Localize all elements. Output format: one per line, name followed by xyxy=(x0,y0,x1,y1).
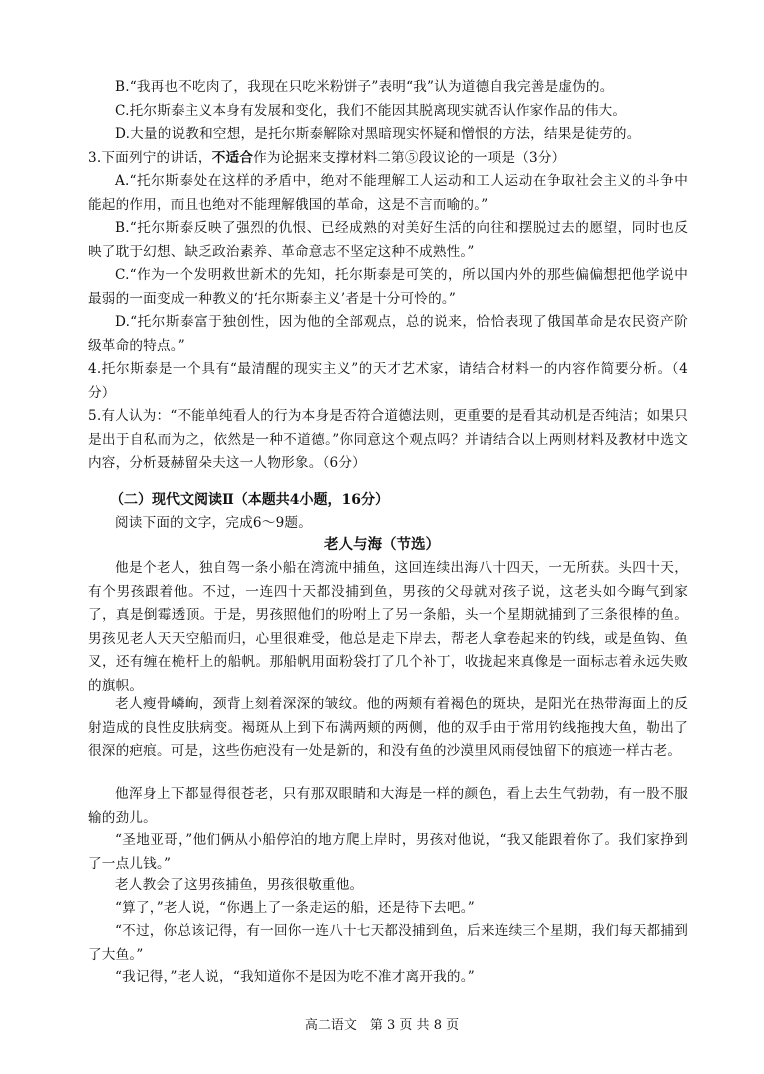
q4-question: 4.托尔斯泰是一个具有“最清醒的现实主义”的天才艺术家，请结合材料一的内容作简要分析。（4分） xyxy=(88,361,688,401)
q3-option-a: A.“托尔斯泰处在这样的矛盾中，绝对不能理解工人运动和工人运动在争取社会主义的斗争中能起的作用，而且也绝对不能理解俄国的革命，这是不言而喻的。” xyxy=(88,173,688,213)
q2-option-d: D.大量的说教和空想，是托尔斯泰解除对黑暗现实怀疑和憎恨的方法，结果是徒劳的。 xyxy=(115,126,641,142)
passage-paragraph-4: “圣地亚哥，”他们俩从小船停泊的地方爬上岸时，男孩对他说，“我又能跟着你了。我们家挣到了一点儿钱。” xyxy=(88,832,688,872)
passage-title: 老人与海（节选） xyxy=(324,536,440,553)
passage-paragraph-2: 老人瘦骨嶙峋，颈背上刻着深深的皱纹。他的两颊有着褐色的斑块，是阳光在热带海面上的反射造成的良性皮肤病变。褐斑从上到下布满两颊的两侧，他的双手由于常用钓线拖拽大鱼，勒出了很深的疤痕。可是，这些伤疤没有一处是新的，和没有鱼的沙漠里风雨侵蚀留下的痕迹一样古老。 xyxy=(88,696,688,760)
passage-paragraph-5: 老人教会了这男孩捕鱼，男孩很敬重他。 xyxy=(115,877,364,893)
q2-option-b: B.“我再也不吃肉了，我现在只吃米粉饼子”表明“我”认为道德自我完善是虚伪的。 xyxy=(115,79,614,95)
q3-option-b: B.“托尔斯泰反映了强烈的仇恨、已经成熟的对美好生活的向往和摆脱过去的愿望，同时也反映了耽于幻想、缺乏政治素养、革命意志不坚定这种不成熟性。” xyxy=(88,220,688,260)
passage-paragraph-1: 他是个老人，独自驾一条小船在湾流中捕鱼，这回连续出海八十四天，一无所获。头四十天，有个男孩跟着他。不过，一连四十天都没捕到鱼，男孩的父母就对孩子说，这老头如今晦气到家了，真是倒霉透顶。于是，男孩照他们的吩咐上了另一条船，头一个星期就捕到了三条很棒的鱼。男孩见老人天天空船而归，心里很难受，他总是走下岸去，帮老人拿卷起来的钓线，或是鱼钩、鱼叉，还有缠在桅杆上的船帆。那船帆用面粉袋打了几个补丁，收拢起来真像是一面标志着永远失败的旗帜。 xyxy=(88,560,688,694)
q3-option-d: D.“托尔斯泰富于独创性，因为他的全部观点，总的说来，恰恰表现了俄国革命是农民资产阶级革命的特点。” xyxy=(88,314,688,354)
page-footer: 高二语文 第 3 页 共 8 页 xyxy=(304,1018,460,1033)
passage-paragraph-8: “我记得，”老人说，“我知道你不是因为吃不准才离开我的。” xyxy=(115,969,475,985)
q5-question: 5.有人认为：“不能单纯看人的行为本身是否符合道德法则，更重要的是看其动机是否纯洁；如果只是出于自私而为之，依然是一种不道德。”你同意这个观点吗？并请结合以上两则材料及教材中选文内容，分析聂赫留朵夫这一人物形象。（6分） xyxy=(88,408,688,471)
q3-stem-post: 作为论据来支撑材料二第⑤段议论的一项是（3分） xyxy=(253,149,566,166)
q3-stem-emphasis: 不适合 xyxy=(211,149,254,166)
passage-paragraph-7: “不过，你总该记得，有一回你一连八十七天都没捕到鱼，后来连续三个星期，我们每天都捕到了大鱼。” xyxy=(88,923,688,963)
q2-option-c: C.托尔斯泰主义本身有发展和变化，我们不能因其脱离现实就否认作家作品的伟大。 xyxy=(115,102,627,119)
passage-paragraph-3: 他浑身上下都显得很苍老，只有那双眼睛和大海是一样的颜色，看上去生气勃勃，有一股不服输的劲儿。 xyxy=(88,786,688,826)
section-heading: （二）现代文阅读Ⅱ（本题共4小题，16分） xyxy=(110,492,390,508)
q3-stem-pre: 3.下面列宁的讲话， xyxy=(88,149,212,166)
passage-paragraph-6: “算了，”老人说，“你遇上了一条走运的船，还是待下去吧。” xyxy=(115,900,475,916)
section-instruction: 阅读下面的文字，完成6～9题。 xyxy=(115,515,313,531)
q3-stem xyxy=(88,147,688,171)
q3-option-c: C.“作为一个发明救世新术的先知，托尔斯泰是可笑的，所以国内外的那些偏偏想把他学说中最弱的一面变成一种教义的‘托尔斯泰主义’者是十分可怜的。” xyxy=(88,267,688,307)
